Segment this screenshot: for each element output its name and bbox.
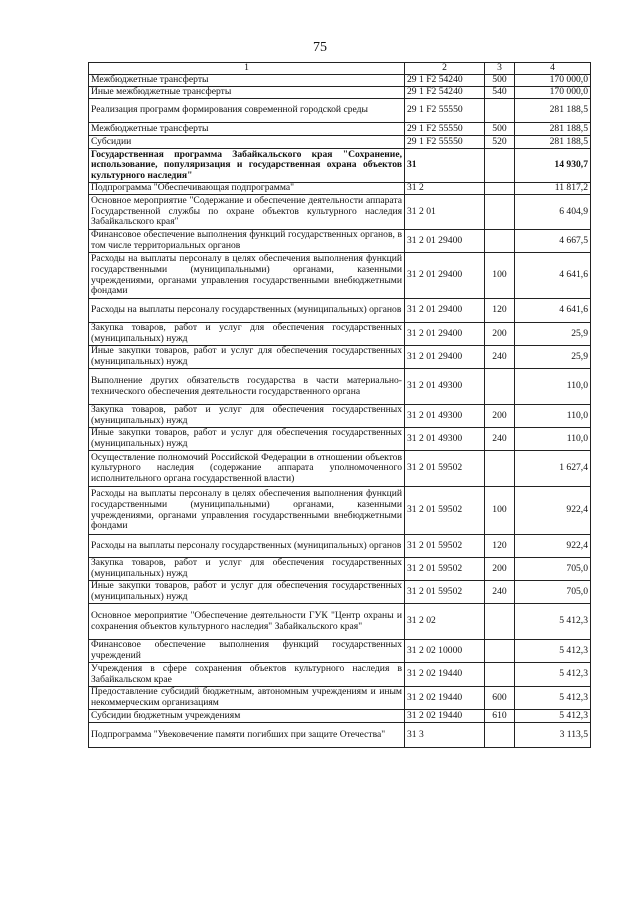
row-expense-type: 100 [485,487,515,535]
table-row [89,99,591,123]
table-row [89,253,591,299]
table-row [89,405,591,428]
table-row [89,299,591,323]
row-expense-type [485,640,515,663]
row-amount: 5 412,3 [515,710,591,723]
row-code: 31 2 01 29400 [405,323,485,346]
row-amount: 110,0 [515,405,591,428]
row-expense-type: 120 [485,299,515,323]
header-cell-3: 3 [485,63,515,75]
table-row [89,710,591,723]
table-row [89,604,591,640]
row-expense-type: 120 [485,535,515,558]
row-expense-type [485,149,515,183]
row-code: 31 2 01 29400 [405,346,485,369]
row-code: 31 2 01 29400 [405,299,485,323]
row-amount: 14 930,7 [515,149,591,183]
row-amount: 25,9 [515,323,591,346]
table-row [89,428,591,451]
table-row [89,75,591,87]
row-code: 29 1 F2 55550 [405,136,485,149]
row-code: 31 2 01 59502 [405,451,485,487]
row-amount: 6 404,9 [515,195,591,230]
table-row [89,149,591,183]
row-expense-type: 240 [485,581,515,604]
row-code: 31 2 01 29400 [405,230,485,253]
row-expense-type [485,369,515,405]
row-name: Субсидии [89,136,405,149]
row-name: Расходы на выплаты персоналу государственных (муниципальных) органов [89,299,405,323]
row-name: Субсидии бюджетным учреждениям [89,710,405,723]
row-expense-type [485,451,515,487]
row-name: Закупка товаров, работ и услуг для обеспечения государственных (муниципальных) нужд [89,323,405,346]
row-amount: 705,0 [515,581,591,604]
row-name: Закупка товаров, работ и услуг для обеспечения государственных (муниципальных) нужд [89,558,405,581]
row-name: Закупка товаров, работ и услуг для обеспечения государственных (муниципальных) нужд [89,405,405,428]
row-amount: 5 412,3 [515,640,591,663]
page-number: 75 [313,40,327,55]
row-expense-type: 200 [485,558,515,581]
row-name: Иные закупки товаров, работ и услуг для обеспечения государственных (муниципальных) нужд [89,581,405,604]
row-code: 29 1 F2 55550 [405,99,485,123]
row-expense-type: 240 [485,346,515,369]
row-name: Государственная программа Забайкальского края "Сохранение, использование, популяризация и государственная охрана объектов культурного наследия" [89,149,405,183]
row-expense-type [485,663,515,687]
table-row [89,87,591,99]
row-amount: 922,4 [515,487,591,535]
row-code: 31 2 01 59502 [405,558,485,581]
row-code: 29 1 F2 55550 [405,123,485,136]
table-row [89,535,591,558]
table-row [89,136,591,149]
row-code: 29 1 F2 54240 [405,75,485,87]
row-amount: 5 412,3 [515,604,591,640]
row-name: Финансовое обеспечение выполнения функций государственных учреждений [89,640,405,663]
table-row [89,581,591,604]
row-expense-type: 500 [485,123,515,136]
table-row [89,487,591,535]
row-expense-type: 520 [485,136,515,149]
row-amount: 4 641,6 [515,299,591,323]
row-code: 31 2 01 49300 [405,405,485,428]
table-row [89,323,591,346]
row-name: Иные закупки товаров, работ и услуг для обеспечения государственных (муниципальных) нужд [89,346,405,369]
row-name: Межбюджетные трансферты [89,123,405,136]
row-name: Выполнение других обязательств государства в части материально-технического обеспечения деятельности государственного органа [89,369,405,405]
row-code: 29 1 F2 54240 [405,87,485,99]
row-name: Иные закупки товаров, работ и услуг для обеспечения государственных (муниципальных) нужд [89,428,405,451]
row-amount: 705,0 [515,558,591,581]
row-name: Предоставление субсидий бюджетным, автономным учреждениям и иным некоммерческим организациям [89,687,405,710]
table-row [89,723,591,748]
table-row [89,451,591,487]
row-expense-type [485,183,515,195]
row-expense-type: 540 [485,87,515,99]
row-amount: 170 000,0 [515,87,591,99]
row-expense-type: 100 [485,253,515,299]
row-expense-type [485,99,515,123]
row-code: 31 2 02 [405,604,485,640]
row-expense-type [485,230,515,253]
row-amount: 281 188,5 [515,99,591,123]
row-code: 31 2 01 29400 [405,253,485,299]
row-name: Учреждения в сфере сохранения объектов культурного наследия в Забайкальском крае [89,663,405,687]
row-name: Осуществление полномочий Российской Федерации в отношении объектов культурного наследия (содержание аппарата уполномоченного исполнительного органа государственной власти) [89,451,405,487]
row-name: Основное мероприятие "Содержание и обеспечение деятельности аппарата Государственной службы по охране объектов культурного наследия Забайкальского края" [89,195,405,230]
row-code: 31 2 [405,183,485,195]
table-row [89,183,591,195]
row-amount: 4 641,6 [515,253,591,299]
row-name: Иные межбюджетные трансферты [89,87,405,99]
row-expense-type [485,604,515,640]
row-expense-type: 610 [485,710,515,723]
row-name: Основное мероприятие "Обеспечение деятельности ГУК "Центр охраны и сохранения объектов культурного наследия" Забайкальского края" [89,604,405,640]
table-row [89,663,591,687]
row-code: 31 3 [405,723,485,748]
row-name: Финансовое обеспечение выполнения функций государственных органов, в том числе территориальных органов [89,230,405,253]
row-amount: 281 188,5 [515,123,591,136]
header-cell-1: 1 [89,63,405,75]
row-name: Расходы на выплаты персоналу в целях обеспечения выполнения функций государственными (муниципальными) органами, казенными учреждениями, органами управления государственными внебюджетными фондами [89,253,405,299]
row-code: 31 [405,149,485,183]
row-amount: 4 667,5 [515,230,591,253]
row-expense-type: 500 [485,75,515,87]
table-row [89,195,591,230]
table-row [89,123,591,136]
row-amount: 5 412,3 [515,687,591,710]
row-expense-type [485,723,515,748]
table-row [89,230,591,253]
header-cell-4: 4 [515,63,591,75]
header-row [89,63,591,75]
row-code: 31 2 01 [405,195,485,230]
row-amount: 11 817,2 [515,183,591,195]
row-code: 31 2 02 10000 [405,640,485,663]
row-amount: 1 627,4 [515,451,591,487]
row-code: 31 2 02 19440 [405,710,485,723]
row-code: 31 2 02 19440 [405,687,485,710]
row-code: 31 2 01 59502 [405,535,485,558]
row-amount: 922,4 [515,535,591,558]
row-amount: 281 188,5 [515,136,591,149]
row-code: 31 2 01 49300 [405,428,485,451]
row-name: Межбюджетные трансферты [89,75,405,87]
table-row [89,346,591,369]
row-code: 31 2 01 59502 [405,581,485,604]
table-row [89,558,591,581]
row-expense-type: 240 [485,428,515,451]
row-code: 31 2 01 49300 [405,369,485,405]
row-amount: 110,0 [515,428,591,451]
row-name: Расходы на выплаты персоналу государственных (муниципальных) органов [89,535,405,558]
row-expense-type [485,195,515,230]
row-expense-type: 200 [485,323,515,346]
row-amount: 170 000,0 [515,75,591,87]
table-row [89,687,591,710]
table-row [89,369,591,405]
row-name: Расходы на выплаты персоналу в целях обеспечения выполнения функций государственными (муниципальными) органами, казенными учреждениями, органами управления государственными внебюджетными фондами [89,487,405,535]
budget-table [88,62,591,748]
table-body [89,75,591,748]
row-amount: 5 412,3 [515,663,591,687]
row-amount: 110,0 [515,369,591,405]
row-code: 31 2 01 59502 [405,487,485,535]
row-name: Реализация программ формирования современной городской среды [89,99,405,123]
row-name: Подпрограмма "Увековечение памяти погибших при защите Отечества" [89,723,405,748]
header-cell-2: 2 [405,63,485,75]
row-expense-type: 200 [485,405,515,428]
row-amount: 3 113,5 [515,723,591,748]
row-amount: 25,9 [515,346,591,369]
row-expense-type: 600 [485,687,515,710]
table-row [89,640,591,663]
row-name: Подпрограмма "Обеспечивающая подпрограмма" [89,183,405,195]
row-code: 31 2 02 19440 [405,663,485,687]
